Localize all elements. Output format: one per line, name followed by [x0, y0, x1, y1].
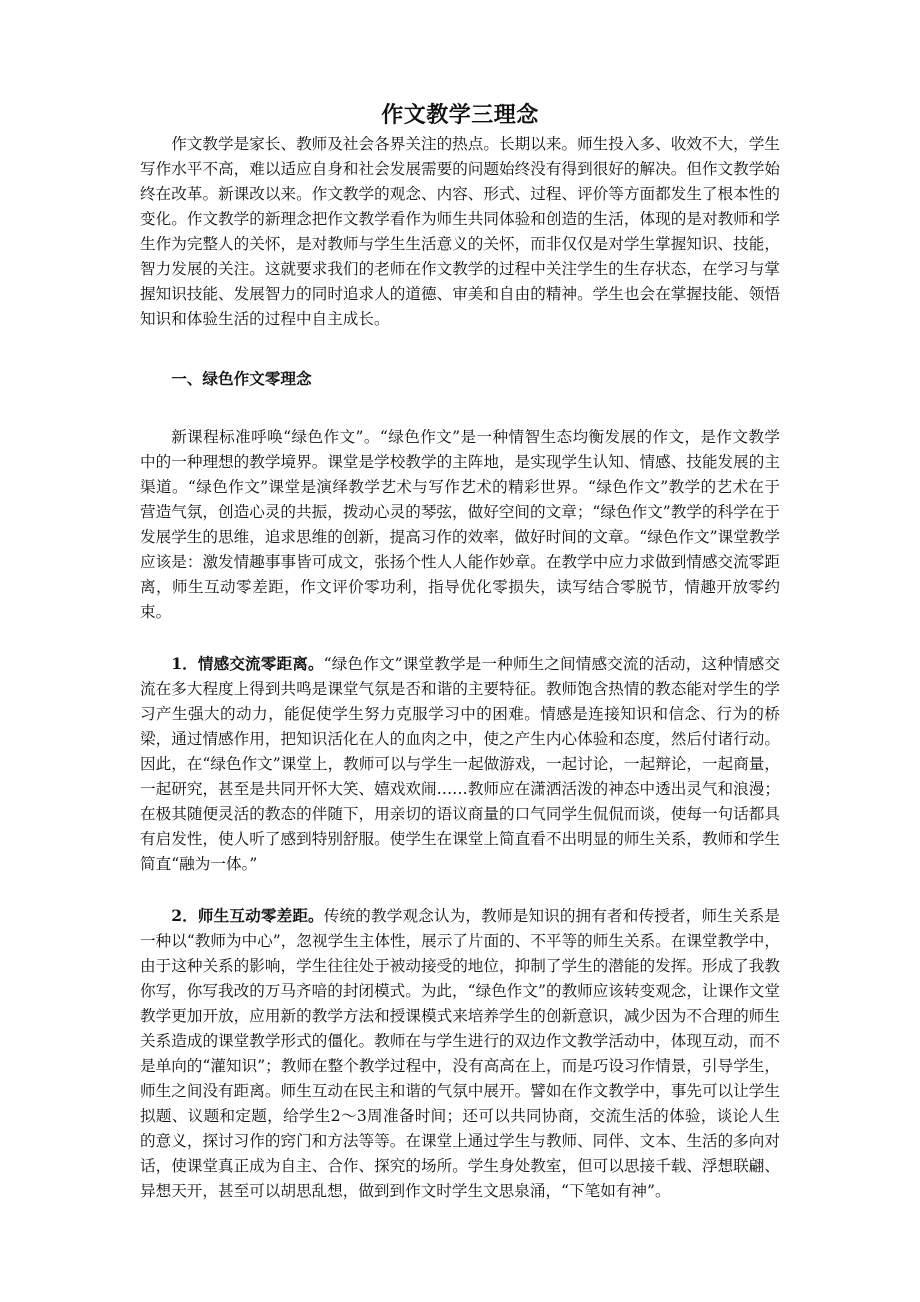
point-2-lead: 2．师生互动零差距。: [171, 906, 324, 925]
document-title: 作文教学三理念: [381, 102, 539, 128]
section-heading: 一、绿色作文零理念: [171, 369, 312, 388]
point-1-lead: 1．情感交流零距离。: [171, 654, 324, 673]
spacer: [140, 332, 780, 366]
intro-paragraph: 作文教学是家长、教师及社会各界关注的热点。长期以来。师生投入多、收效不大，学生写作水平不高，难以适应自身和社会发展需要的问题始终没有得到很好的解决。但作文教学始终在改革。新课改以来。作文教学的观念、内容、形式、过程、评价等方面都发生了根本性的变化。作文教学的新理念把作文教学看作为师生共同体验和创造的生活，体现的是对教师和学生作为完整人的关怀，是对教师与学生生活意义的关怀，而非仅仅是对学生掌握知识、技能，智力发展的关注。这就要求我们的老师在作文教学的过程中关注学生的生存状态，在学习与掌握知识技能、发展智力的同时追求人的道德、审美和自由的精神。学生也会在掌握技能、领悟知识和体验生活的过程中自主成长。: [140, 135, 780, 328]
point-2-paragraph: [140, 903, 780, 1204]
point-1-text: “绿色作文”课堂教学是一种师生之间情感交流的活动，这种情感交流在多大程度上得到共鸣是课堂气氛是否和谐的主要特征。教师饱含热情的教态能对学生的学习产生强大的动力，能促使学生努力克服学习中的困难。情感是连接知识和信念、行为的桥梁，通过情感作用，把知识活化在人的血肉之中，使之产生内心体验和态度，然后付诸行动。因此，在“绿色作文”课堂上，教师可以与学生一起做游戏，一起讨论，一起辩论，一起商量，一起研究，甚至是共同开怀大笑、嬉戏欢闹……教师应在潇洒活泼的神态中透出灵气和浪漫；在极其随便灵活的教态的伴随下，用亲切的语议商量的口气同学生侃侃而谈，使每一句话都具有启发性，使人听了感到特别舒服。使学生在课堂上简直看不出明显的师生关系，教师和学生简直“融为一体。”: [140, 655, 780, 873]
spacer: [140, 625, 780, 651]
section-paragraph: 新课程标准呼唤“绿色作文”。“绿色作文”是一种情智生态均衡发展的作文，是作文教学中的一种理想的教学境界。课堂是学校教学的主阵地，是实现学生认知、情感、技能发展的主渠道。“绿色作文”课堂是演绎教学艺术与写作艺术的精彩世界。“绿色作文”教学的艺术在于营造气氛，创造心灵的共振，拨动心灵的琴弦，做好空间的文章；“绿色作文”教学的科学在于发展学生的思维，追求思维的创新，提高习作的效率，做好时间的文章。“绿色作文”课堂教学应该是：激发情趣事事皆可成文，张扬个性人人能作妙章。在教学中应力求做到情感交流零距离，师生互动零差距，作文评价零功利，指导优化零损失，读写结合零脱节，情趣开放零约束。: [140, 428, 780, 621]
point-1-paragraph: [140, 651, 780, 877]
point-2-text: 传统的教学观念认为，教师是知识的拥有者和传授者，师生关系是一种以“教师为中心”，忽视学生主体性，展示了片面的、不平等的师生关系。在课堂教学中，由于这种关系的影响，学生往往处于被动接受的地位，抑制了学生的潜能的发挥。形成了我教你写，你写我改的万马齐喑的封闭模式。为此，“绿色作文”的教师应该转变观念，让课作文堂教学更加开放，应用新的教学方法和授课模式来培养学生的创新意识，减少因为不合理的师生关系造成的课堂教学形式的僵化。教师在与学生进行的双边作文教学活动中，体现互动，而不是单向的“灌知识”；教师在整个教学过程中，没有高高在上，而是巧设习作情景，引导学生，师生之间没有距离。师生互动在民主和谐的气氛中展开。譬如在作文教学中，事先可以让学生拟题、议题和定题，给学生2～3周准备时间；还可以共同协商，交流生活的体验，谈论人生的意义，探讨习作的窍门和方法等等。在课堂上通过学生与教师、同伴、文本、生活的多向对话，使课堂真正成为自主、合作、探究的场所。学生身处教室，但可以思接千载、浮想联翩、异想天开，甚至可以胡思乱想，做到到作文时学生文思泉涌，“下笔如有神”。: [140, 907, 780, 1200]
spacer: [140, 391, 780, 425]
spacer: [140, 877, 780, 903]
